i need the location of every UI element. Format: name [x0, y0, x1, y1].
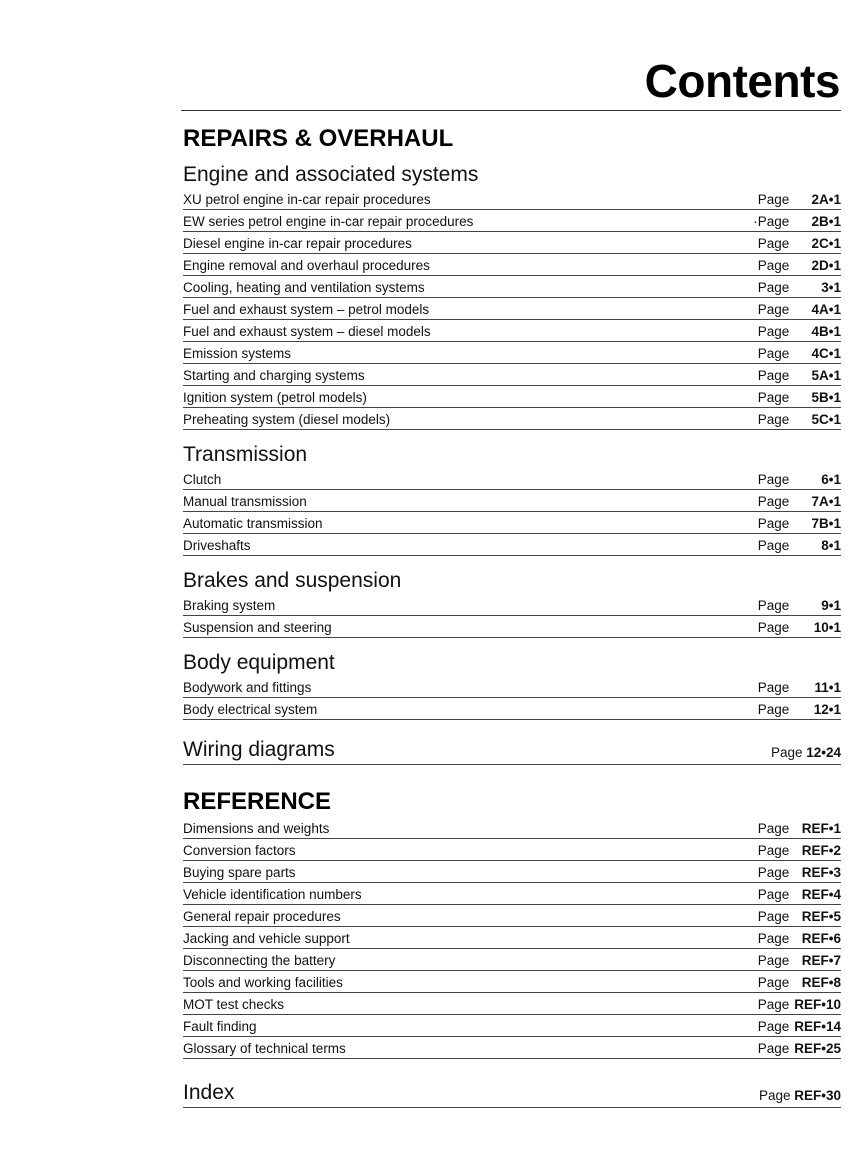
- page-number: REF•7: [801, 953, 841, 968]
- page-word: Page: [757, 280, 790, 295]
- toc-row[interactable]: [183, 927, 841, 949]
- page-ref: [758, 514, 841, 533]
- toc-row[interactable]: [183, 1037, 841, 1059]
- toc-row[interactable]: [183, 883, 841, 905]
- page-number: 9•1: [821, 598, 841, 613]
- toc-entry-label: Dimensions and weights: [183, 821, 330, 836]
- toc-row[interactable]: [183, 534, 841, 556]
- toc-row[interactable]: [183, 698, 841, 720]
- page-ref: [758, 929, 841, 948]
- page-ref: [758, 995, 841, 1014]
- part-title-repairs: REPAIRS & OVERHAUL: [183, 125, 454, 152]
- page-word: ·Page: [753, 214, 790, 229]
- toc-entry-label: XU petrol engine in-car repair procedures: [183, 192, 431, 207]
- page-number: REF•25: [794, 1041, 841, 1056]
- page-word: Page: [757, 390, 790, 405]
- contents-body: [183, 124, 841, 1108]
- page-number: 5A•1: [811, 368, 841, 383]
- page-word: Page: [757, 494, 790, 509]
- page-ref: [758, 907, 841, 926]
- toc-entry-label: Jacking and vehicle support: [183, 931, 350, 946]
- page-ref: [771, 742, 841, 764]
- page-ref: [758, 322, 841, 341]
- section-title: Brakes and suspension: [183, 569, 402, 592]
- section-title: Engine and associated systems: [183, 163, 479, 186]
- toc-entry-label: Bodywork and fittings: [183, 680, 312, 695]
- page-word: Page: [757, 538, 790, 553]
- page-number: 6•1: [821, 472, 841, 487]
- toc-row[interactable]: [183, 676, 841, 698]
- page-number: REF•10: [794, 997, 841, 1012]
- page-ref: [758, 819, 841, 838]
- page-ref: [758, 410, 841, 429]
- toc-entry-label: Manual transmission: [183, 494, 307, 509]
- page-word: Page: [757, 865, 790, 880]
- page-number: 7B•1: [811, 516, 841, 531]
- toc-entry-label: General repair procedures: [183, 909, 341, 924]
- page-word: Page: [757, 258, 790, 273]
- toc-entry-label: Suspension and steering: [183, 620, 332, 635]
- page-number: 12•1: [813, 702, 841, 717]
- toc-entry-label: Tools and working facilities: [183, 975, 343, 990]
- toc-entry-label: Braking system: [183, 598, 276, 613]
- repairs-sections: [183, 162, 841, 720]
- page-ref: [758, 863, 841, 882]
- toc-entry-label: Body electrical system: [183, 702, 318, 717]
- page-word: Page: [757, 931, 790, 946]
- toc-row[interactable]: [183, 342, 841, 364]
- page-number: REF•4: [801, 887, 841, 902]
- page-word: Page: [757, 516, 790, 531]
- toc-row[interactable]: [183, 861, 841, 883]
- toc-entry-label: Cooling, heating and ventilation systems: [183, 280, 425, 295]
- page-ref: [753, 212, 841, 231]
- page-word: Page: [757, 236, 790, 251]
- page-word: Page: [757, 192, 790, 207]
- page-number: 2B•1: [811, 214, 841, 229]
- page-number: 2A•1: [811, 192, 841, 207]
- toc-row[interactable]: [183, 232, 841, 254]
- page-number: 2D•1: [811, 258, 841, 273]
- page-number: 12•24: [806, 745, 841, 760]
- toc-entry-label: Fuel and exhaust system – diesel models: [183, 324, 431, 339]
- toc-row[interactable]: [183, 490, 841, 512]
- toc-entry-label: Preheating system (diesel models): [183, 412, 391, 427]
- toc-row[interactable]: [183, 512, 841, 534]
- page-number: 4A•1: [811, 302, 841, 317]
- page-ref: [758, 1039, 841, 1058]
- page-word: Page: [757, 1041, 790, 1056]
- page-number: REF•2: [801, 843, 841, 858]
- page-ref: [758, 256, 841, 275]
- toc-row[interactable]: [183, 386, 841, 408]
- toc-row[interactable]: [183, 298, 841, 320]
- page-number: 10•1: [813, 620, 841, 635]
- page-number: 4B•1: [811, 324, 841, 339]
- page-number: 7A•1: [811, 494, 841, 509]
- toc-entry-label: EW series petrol engine in-car repair procedures: [183, 214, 474, 229]
- toc-row[interactable]: [183, 320, 841, 342]
- page-word: Page: [757, 702, 790, 717]
- toc-row[interactable]: [183, 949, 841, 971]
- page-ref: [758, 700, 841, 719]
- page-ref: [758, 366, 841, 385]
- page-word: Page: [757, 680, 790, 695]
- page-ref: [758, 1017, 841, 1036]
- toc-row[interactable]: [183, 276, 841, 298]
- page-ref: [759, 1085, 841, 1107]
- toc-entry-label: Emission systems: [183, 346, 292, 361]
- toc-row[interactable]: [183, 971, 841, 993]
- page-number: 5C•1: [811, 412, 841, 427]
- page-word: Page: [757, 620, 790, 635]
- toc-entry-label: Conversion factors: [183, 843, 296, 858]
- page-word: Page: [757, 843, 790, 858]
- page-ref: [758, 344, 841, 363]
- toc-section: [183, 650, 841, 720]
- toc-row[interactable]: [183, 408, 841, 430]
- page-number: 8•1: [821, 538, 841, 553]
- toc-entry-label: Fuel and exhaust system – petrol models: [183, 302, 430, 317]
- reference-items: [183, 817, 841, 1059]
- toc-row[interactable]: [183, 905, 841, 927]
- page-word: Page: [757, 368, 790, 383]
- page-ref: [758, 841, 841, 860]
- page-number: 11•1: [814, 680, 841, 695]
- page-word: Page: [757, 821, 790, 836]
- page-ref: [758, 951, 841, 970]
- part-title-reference: REFERENCE: [183, 788, 332, 815]
- page-ref: [758, 190, 841, 209]
- toc-row-index[interactable]: [183, 1077, 841, 1108]
- page-word: Page: [757, 324, 790, 339]
- toc-section: [183, 162, 841, 430]
- page-ref: [758, 973, 841, 992]
- page-word: Page: [757, 412, 790, 427]
- toc-section: [183, 568, 841, 638]
- page-title: Contents: [644, 55, 840, 107]
- page-ref: [758, 234, 841, 253]
- page-ref: [758, 470, 841, 489]
- toc-row[interactable]: [183, 817, 841, 839]
- page-number: REF•14: [794, 1019, 841, 1034]
- toc-entry-label: Fault finding: [183, 1019, 257, 1034]
- toc-entry-label: Buying spare parts: [183, 865, 296, 880]
- toc-row-wiring-diagrams[interactable]: [183, 734, 841, 765]
- page-word: Page: [757, 346, 790, 361]
- page-word: Page: [757, 1019, 790, 1034]
- toc-entry-label: Diesel engine in-car repair procedures: [183, 236, 412, 251]
- page-number: REF•3: [801, 865, 841, 880]
- page-word: Page: [757, 302, 790, 317]
- toc-row[interactable]: [183, 839, 841, 861]
- page-number: REF•8: [801, 975, 841, 990]
- toc-entry-label: Engine removal and overhaul procedures: [183, 258, 430, 273]
- toc-entry-label: Ignition system (petrol models): [183, 390, 367, 405]
- toc-entry-label: Vehicle identification numbers: [183, 887, 362, 902]
- page-word: Page: [757, 997, 790, 1012]
- page-word: Page: [757, 909, 790, 924]
- page-number: REF•6: [801, 931, 841, 946]
- page-word: Page: [758, 1088, 791, 1103]
- page-ref: [758, 388, 841, 407]
- page-ref: [758, 278, 841, 297]
- page-number: REF•5: [801, 909, 841, 924]
- page-ref: [758, 885, 841, 904]
- page-number: REF•30: [794, 1088, 841, 1103]
- toc-entry-label: Disconnecting the battery: [183, 953, 336, 968]
- page-ref: [758, 678, 841, 697]
- page-ref: [758, 618, 841, 637]
- title-rule: [181, 110, 841, 111]
- page-word: Page: [770, 745, 803, 760]
- section-title: Transmission: [183, 443, 308, 466]
- section-title: Body equipment: [183, 651, 335, 674]
- page-ref: [758, 300, 841, 319]
- toc-row[interactable]: [183, 594, 841, 616]
- toc-row[interactable]: [183, 364, 841, 386]
- section-title-index: Index: [183, 1081, 235, 1104]
- toc-entry-label: Automatic transmission: [183, 516, 323, 531]
- toc-row[interactable]: [183, 1015, 841, 1037]
- page-ref: [758, 492, 841, 511]
- toc-entry-label: Glossary of technical terms: [183, 1041, 346, 1056]
- page-number: REF•1: [801, 821, 841, 836]
- page-ref: [758, 596, 841, 615]
- page-number: 4C•1: [811, 346, 841, 361]
- page-number: 3•1: [821, 280, 841, 295]
- toc-section: [183, 442, 841, 556]
- section-title-wiring: Wiring diagrams: [183, 738, 335, 761]
- toc-row[interactable]: [183, 616, 841, 638]
- page-number: 5B•1: [811, 390, 841, 405]
- toc-row[interactable]: [183, 993, 841, 1015]
- toc-entry-label: MOT test checks: [183, 997, 285, 1012]
- toc-entry-label: Starting and charging systems: [183, 368, 365, 383]
- toc-row[interactable]: [183, 188, 841, 210]
- page-number: 2C•1: [811, 236, 841, 251]
- page-word: Page: [757, 953, 790, 968]
- toc-row[interactable]: [183, 468, 841, 490]
- page-word: Page: [757, 887, 790, 902]
- toc-entry-label: Driveshafts: [183, 538, 251, 553]
- toc-row[interactable]: [183, 254, 841, 276]
- toc-row[interactable]: [183, 210, 841, 232]
- page-word: Page: [757, 472, 790, 487]
- page-word: Page: [757, 975, 790, 990]
- page-word: Page: [757, 598, 790, 613]
- page-ref: [758, 536, 841, 555]
- toc-entry-label: Clutch: [183, 472, 222, 487]
